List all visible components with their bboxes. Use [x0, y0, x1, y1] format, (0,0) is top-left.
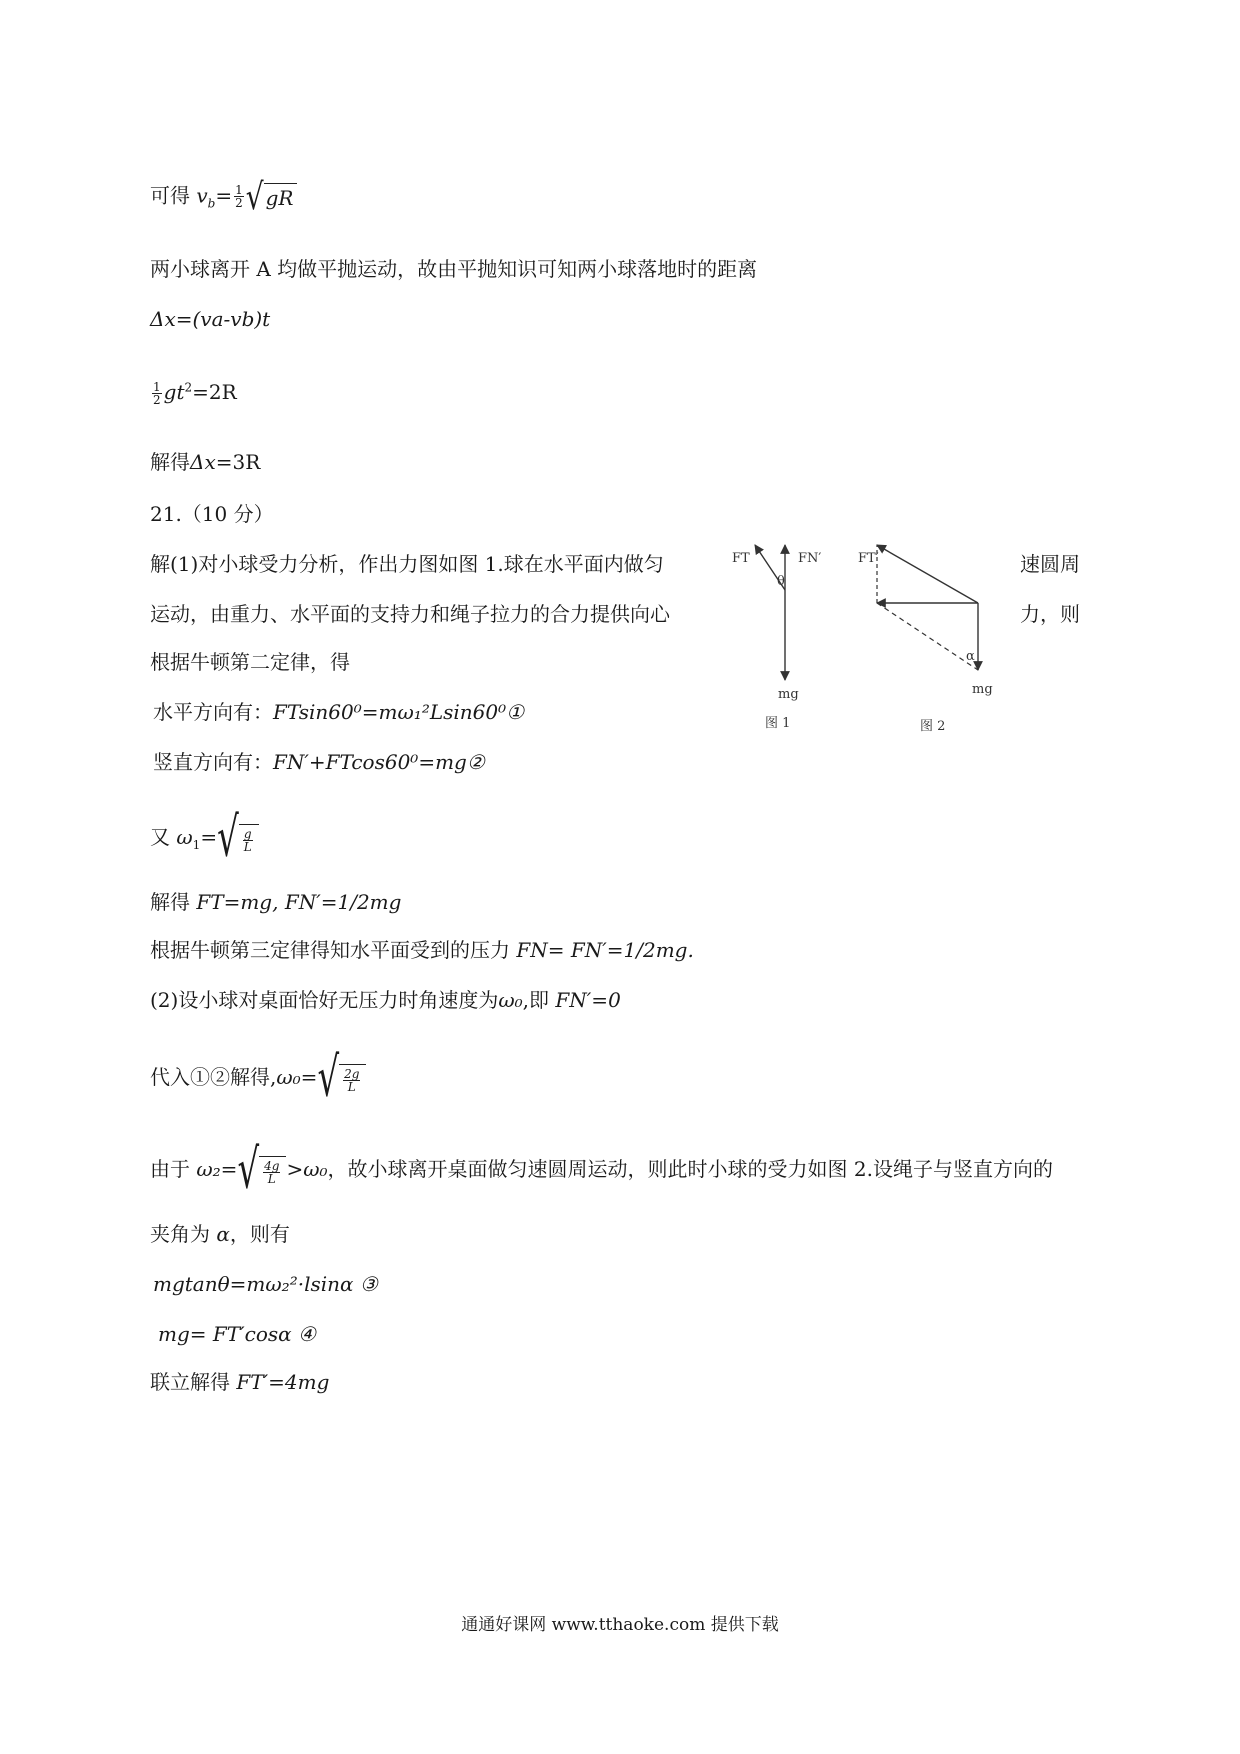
compare: >ω₀ — [286, 1156, 328, 1181]
var-v: v — [196, 183, 208, 208]
text-prefix: 由于 — [150, 1156, 190, 1181]
rest: =3R — [215, 450, 261, 474]
equals: = — [215, 183, 233, 208]
label-alpha: α — [966, 649, 975, 664]
sub-1: 1 — [192, 837, 201, 852]
math: FT′=4mg — [236, 1370, 330, 1394]
text-prefix: 根据牛顿第三定律得知水平面受到的压力 — [150, 938, 510, 962]
eq-vb-line — [150, 174, 297, 218]
sub-b: b — [207, 196, 216, 211]
text-line: 根据牛顿第二定律，得 — [150, 650, 350, 674]
text-line-right: 速圆周 — [1020, 552, 1080, 576]
math: FN′+FTcos60⁰=mg② — [273, 750, 485, 774]
eq-omega1 — [150, 805, 259, 870]
figure-1 — [732, 545, 821, 731]
frac-numerator: 1 — [153, 380, 161, 394]
text-prefix: 可得 — [150, 183, 190, 208]
rest: =2R — [192, 380, 237, 404]
sqrt-body — [339, 1064, 366, 1093]
text-prefix: 又 — [150, 824, 170, 849]
sqrt-body: gR — [264, 183, 298, 210]
text-line: 两小球离开 A 均做平抛运动，故由平抛知识可知两小球落地时的距离 — [150, 257, 758, 281]
text-prefix: 联立解得 — [150, 1370, 230, 1394]
var-omega0: ω₀ — [498, 988, 523, 1012]
eq-omega2 — [150, 1137, 1053, 1202]
frac-numerator: 2g — [344, 1066, 360, 1081]
question-number: 21.（10 分） — [150, 502, 274, 526]
var-omega: ω — [176, 824, 193, 849]
radical-sign: √ — [237, 1137, 260, 1202]
text-prefix: 解得 — [150, 890, 190, 914]
radical-sign: √ — [245, 174, 264, 218]
ft-arrow — [877, 545, 978, 603]
text-prefix: 解得 — [150, 450, 190, 474]
sqrt — [317, 1045, 366, 1110]
radical-sign: √ — [217, 805, 239, 870]
frac-denominator: 2 — [153, 393, 161, 407]
label-mg: mg — [972, 682, 993, 697]
text-line: 解(1)对小球受力分析，作出力图如图 1.球在水平面内做匀 — [150, 552, 664, 576]
label-ft: FT′ — [858, 551, 879, 566]
math: FN′=0 — [555, 988, 621, 1012]
sqrt — [245, 174, 298, 218]
figure-2 — [858, 545, 993, 734]
eq-3: mgtanθ=mω₂²·lsinα ③ — [153, 1272, 378, 1296]
text-mid: ,即 — [522, 988, 550, 1012]
frac-numerator: g — [243, 826, 252, 841]
eq-omega0 — [150, 1045, 366, 1110]
math: FT=mg, FN′=1/2mg — [196, 890, 402, 914]
var-alpha: α — [216, 1222, 230, 1246]
text-prefix: 夹角为 — [150, 1222, 210, 1246]
text-prefix: 竖直方向有： — [153, 750, 273, 774]
math: FN= FN′=1/2mg. — [516, 938, 694, 962]
sqrt-body — [259, 1156, 286, 1185]
frac-denominator: L — [347, 1079, 356, 1094]
text-prefix: (2)设小球对桌面恰好无压力时角速度为 — [150, 988, 499, 1012]
frac-numerator: 1 — [235, 183, 243, 198]
equals: = — [200, 824, 218, 849]
var-omega2: ω₂= — [196, 1156, 238, 1181]
rest: ，则有 — [229, 1222, 290, 1246]
fraction — [234, 184, 244, 209]
eq-result-3r — [150, 450, 260, 474]
text-prefix: 代入①②解得, — [150, 1064, 277, 1089]
sup-2: 2 — [184, 380, 193, 395]
rest: ，故小球离开桌面做匀速圆周运动，则此时小球的受力如图 2.设绳子与竖直方向的 — [327, 1156, 1053, 1181]
frac-denominator: 2 — [235, 196, 243, 211]
text-line-right: 力，则 — [1020, 602, 1080, 626]
eq-vertical — [153, 750, 485, 774]
eq-horizontal — [153, 700, 524, 724]
eq-solution — [150, 890, 401, 914]
page-footer: 通通好课网 www.tthaoke.com 提供下载 — [461, 1615, 779, 1635]
var-omega0: ω₀= — [276, 1064, 318, 1089]
frac-denominator: L — [243, 839, 252, 854]
dashed-diagonal — [877, 603, 978, 670]
caption-fig1: 图 1 — [765, 716, 791, 731]
eq-half-gt2 — [150, 380, 237, 406]
var-gt: gt — [163, 380, 185, 404]
delta-x-line: Δx=(va-vb)t — [150, 307, 271, 331]
fraction — [263, 1160, 280, 1185]
math-delta-x: Δx — [190, 450, 216, 474]
force-diagrams — [720, 535, 1240, 750]
eq-angle — [150, 1222, 290, 1246]
sqrt — [217, 805, 259, 870]
frac-numerator: 4g — [264, 1158, 280, 1173]
label-theta: θ — [777, 574, 785, 589]
label-ft: FT — [732, 551, 750, 566]
radical-sign: √ — [317, 1045, 340, 1110]
fraction — [243, 828, 253, 853]
math: FTsin60⁰=mω₁²Lsin60⁰① — [273, 700, 525, 724]
caption-fig2: 图 2 — [920, 719, 946, 734]
sqrt — [237, 1137, 286, 1202]
eq-newton-third — [150, 938, 694, 962]
eq-final — [150, 1370, 329, 1394]
label-fn: FN′ — [798, 551, 822, 566]
sqrt-body — [239, 824, 259, 853]
fraction — [152, 381, 162, 406]
text-line: 运动，由重力、水平面的支持力和绳子拉力的合力提供向心 — [150, 602, 670, 626]
text-prefix: 水平方向有： — [153, 700, 273, 724]
eq-part2 — [150, 988, 621, 1012]
eq-4: mg= FT′cosα ④ — [158, 1322, 316, 1346]
frac-denominator: L — [267, 1171, 276, 1186]
label-mg: mg — [778, 687, 799, 702]
fraction — [343, 1068, 360, 1093]
